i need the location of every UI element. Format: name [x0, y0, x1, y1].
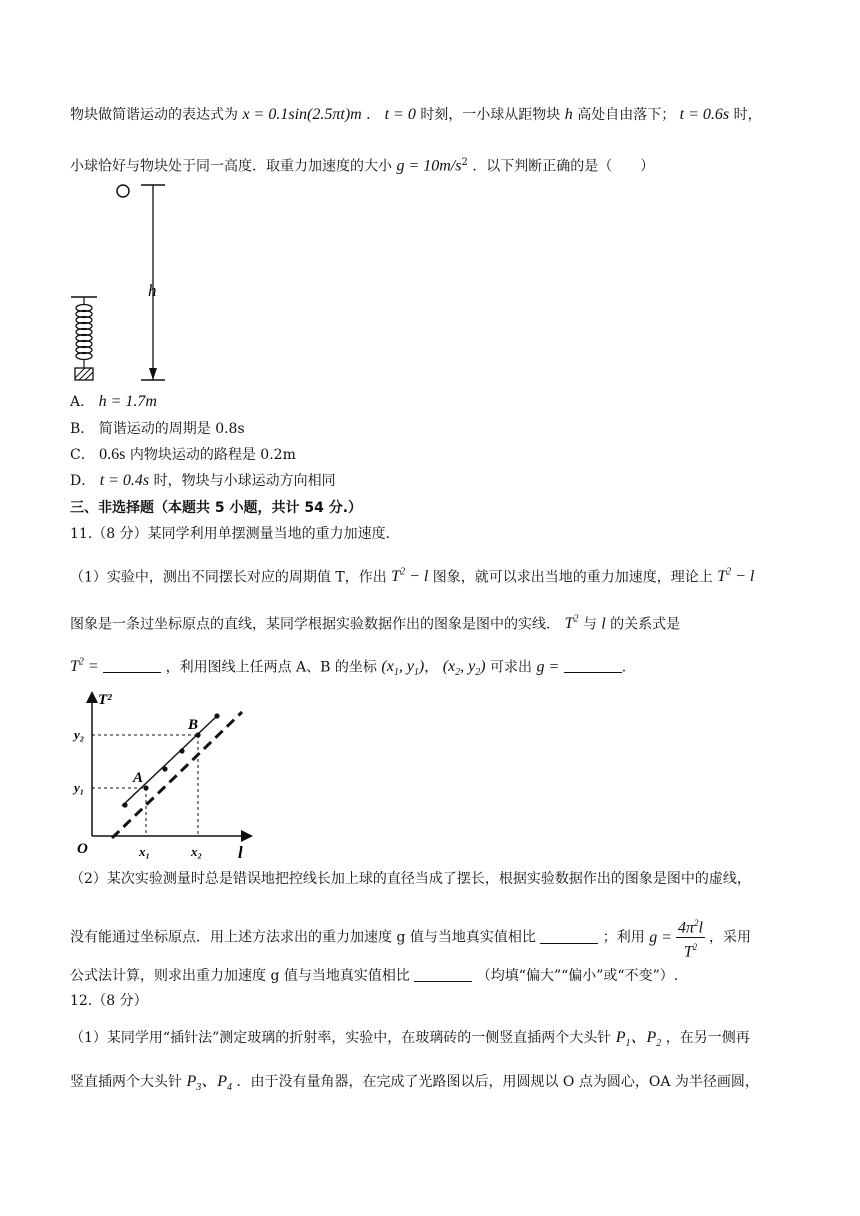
text: ．以下判断正确的是（ ） — [472, 158, 655, 175]
spring-ball-figure — [66, 180, 196, 390]
text: 物块做简谐运动的表达式为 — [70, 107, 238, 123]
q11-title: 11.（8 分）某同学利用单摆测量当地的重力加速度. — [70, 526, 391, 542]
option-letter: C． — [70, 447, 95, 463]
option-text: 时，物块与小球运动方向相同 — [153, 473, 336, 489]
text: ；利用 — [602, 929, 645, 946]
text: 小球恰好与物块处于同一高度．取重力加速度的大小 — [70, 158, 392, 175]
data-point — [143, 785, 148, 790]
option-letter: D． — [70, 473, 96, 489]
t2-symbol: $T^2$ — [564, 614, 579, 633]
option-a — [70, 391, 798, 413]
q12-title: 12.（8 分） — [70, 993, 148, 1009]
coord-a: ($x_1$, $y_1$) — [381, 658, 425, 679]
option-b — [70, 418, 798, 440]
data-point — [179, 748, 184, 753]
t2-l-formula: $T^2 - l$ — [717, 567, 755, 586]
data-point — [195, 732, 200, 737]
text: ，采用 — [709, 929, 751, 946]
t2-l-formula: $T^2 - l$ — [391, 567, 429, 586]
g-formula: g = $\frac{4\pi^2l}{T^2}$ — [649, 929, 709, 946]
answer-blank[interactable] — [540, 929, 598, 944]
q11-p1-line2 — [70, 609, 798, 635]
data-point — [122, 802, 127, 807]
intro-line-2: 小球恰好与物块处于同一高度．取重力加速度的大小 $g = 10m/s^2$ ．以下判断正确的是（ ） — [70, 157, 655, 175]
time-zero: t = 0 — [384, 106, 416, 123]
sho-equation: x = 0.1sin(2.5πt)m — [242, 106, 362, 123]
section-heading: 三、非选择题（本题共 5 小题，共计 54 分.） — [70, 500, 363, 516]
solid-fit-line — [122, 715, 218, 806]
text: 的关系式是 — [610, 616, 681, 633]
text: （均填“偏大”“偏小”或“不变”）. — [476, 968, 679, 984]
text: ． — [366, 107, 381, 123]
option-formula: h = 1.7m — [98, 393, 157, 410]
spring-icon — [76, 305, 92, 360]
q11-p2-line2 — [70, 914, 798, 962]
text: 与 — [582, 616, 597, 633]
t2-symbol: $T^2$ = — [70, 657, 99, 676]
g-symbol: g = — [536, 658, 560, 676]
origin-label: O — [77, 841, 88, 857]
text: ，在另一侧再 — [665, 1030, 750, 1046]
time-06: t = 0.6s — [679, 106, 730, 123]
x2-label: x₂ — [191, 844, 203, 859]
q12-p1-line1 — [70, 1027, 798, 1055]
pins-p3-p4: $P_3$、$P_4$ — [186, 1073, 233, 1094]
point-b-label: B — [188, 717, 199, 733]
option-letter: A． — [70, 394, 95, 410]
option-formula: 0.6s — [99, 446, 126, 463]
text: ．由于没有量角器，在完成了光路图以后，用圆规以 O 点为圆心，OA 为半径画圆， — [236, 1074, 759, 1090]
text: 没有能通过坐标原点．用上述方法求出的重力加速度 g 值与当地真实值相比 — [70, 929, 536, 946]
answer-blank[interactable] — [564, 658, 622, 673]
x-axis-label: l — [238, 843, 243, 862]
point-a-label: A — [133, 770, 144, 786]
text: 时刻，一小球从距物块 — [420, 107, 561, 123]
answer-blank[interactable] — [414, 967, 472, 982]
text: （1）某同学用“插针法”测定玻璃的折射率，实验中，在玻璃砖的一侧竖直插两个大头针 — [70, 1030, 612, 1046]
text: （1）实验中，测出不同摆长对应的周期值 T，作出 — [70, 569, 387, 586]
text: 高处自由落下； — [577, 107, 676, 123]
text: 时， — [733, 107, 762, 123]
text: ，利用图线上任两点 A、B 的坐标 — [165, 659, 377, 676]
intro-line-1 — [70, 104, 798, 126]
option-text: 简谐运动的周期是 0.8s — [98, 421, 245, 437]
ball-icon — [117, 185, 129, 197]
data-point — [214, 713, 219, 718]
t2-l-graph — [72, 688, 262, 863]
option-text: 内物块运动的路程是 0.2m — [129, 447, 296, 463]
y1-label: y₁ — [74, 780, 85, 795]
q11-p1-line3: $T^2$ = ，利用图线上任两点 A、B 的坐标 ($x_1$, $y_1$)， ($x_2$, $y_2$) 可求出 g = . — [70, 657, 627, 679]
data-point — [162, 766, 167, 771]
y-axis-label: T² — [98, 692, 112, 708]
q11-p1-line1 — [70, 562, 798, 588]
text: 图象是一条过坐标原点的直线，某同学根据实验数据作出的图象是图中的实线． — [70, 616, 560, 633]
option-d — [70, 470, 798, 492]
q12-p1-line2 — [70, 1071, 798, 1099]
text: 竖直插两个大头针 — [70, 1074, 182, 1090]
pins-p1-p2: $P_1$、$P_2$ — [615, 1029, 662, 1050]
block-icon — [75, 368, 93, 380]
q11-p2-line1: （2）某次实验测量时总是错误地把控线长加上球的直径当成了摆长，根据实验数据作出的图象是图中的虚线， — [70, 871, 751, 887]
option-c — [70, 444, 798, 466]
coord-b: ($x_2$, $y_2$) — [442, 658, 486, 679]
gravity-value: g = 10m/s — [396, 157, 462, 175]
option-formula: t = 0.4s — [99, 472, 150, 489]
q11-p2-line3 — [70, 965, 798, 987]
x1-label: x₁ — [139, 844, 151, 859]
option-letter: B． — [70, 421, 95, 437]
text: 公式法计算，则求出重力加速度 g 值与当地真实值相比 — [70, 968, 410, 984]
height-label: h — [148, 281, 157, 300]
text: 可求出 — [490, 659, 533, 676]
dashed-fit-line — [112, 712, 242, 838]
text: 图象，就可以求出当地的重力加速度，理论上 — [432, 569, 713, 586]
answer-blank[interactable] — [103, 658, 161, 673]
y2-label: y₂ — [74, 727, 85, 742]
height-symbol: h — [564, 106, 573, 123]
l-symbol: l — [601, 615, 606, 633]
